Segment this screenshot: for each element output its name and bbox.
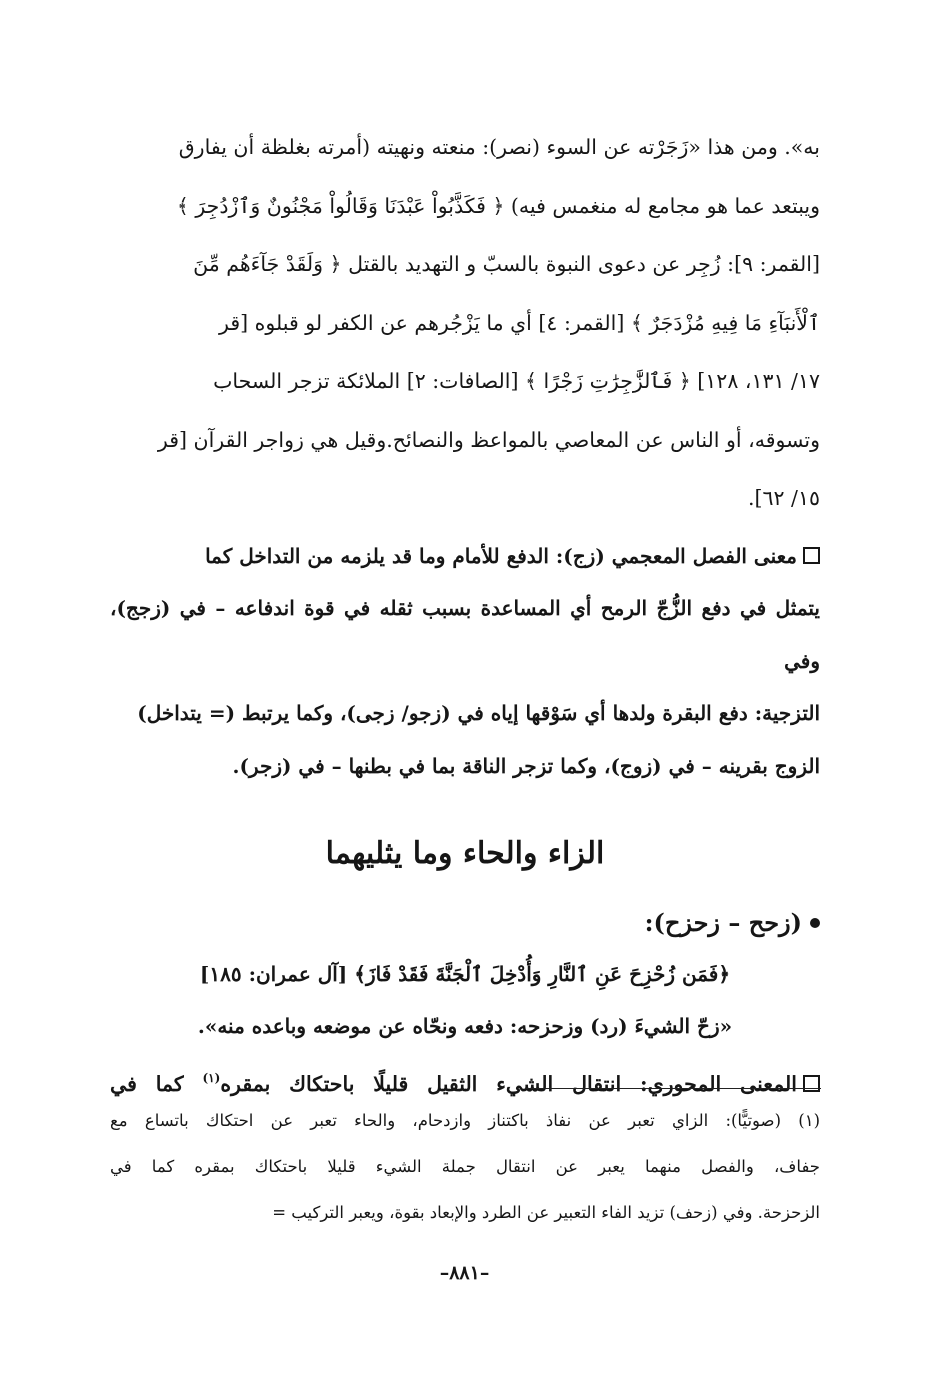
text-line: ٱلْأَنبَآءِ مَا فِيهِ مُزْدَجَرٌ ﴾ [القمر: ٤] أي ما يَزْجُرهم عن الكفر لو قبلوه [قر: [219, 310, 820, 335]
axis-meaning-text: المعنى المحوري: انتقال الشيء الثقيل قليلًا باحتكاك بمقره: [220, 1072, 797, 1096]
intro-paragraph: [110, 118, 820, 528]
text-line: [القمر: ٩]: زُجِر عن دعوى النبوة بالسبّ و التهديد بالقتل ﴿ وَلَقَدْ جَآءَهُم مِّنَ: [193, 252, 820, 276]
footnote-line: الزحزحة. وفي (زحف) تزيد الفاء التعبير عن الطرد والإبعاد بقوة، ويعبر التركيب =: [272, 1203, 820, 1222]
text-line: الزوج بقرينه – في (زوج)، وكما تزجر الناقة بما في بطنها – في (زجر).: [232, 753, 820, 778]
text-line: يتمثل في دفع الزُّجّ الرمح أي المساعدة بسبب ثقله في قوة اندفاعه – في (زجج)، وفي: [110, 596, 820, 673]
quran-verse: ﴿فَمَن زُحْزِحَ عَنِ ٱلنَّارِ وَأُدْخِلَ ٱلْجَنَّةَ فَقَدْ فَازَ﴾ [آل عمران: ١٨٥]: [199, 962, 731, 986]
square-marker-icon: [803, 547, 820, 564]
text-line: ١٧/ ١٣١، ١٢٨] ﴿ فَٱلزَّٰجِرَٰتِ زَجْرًا ﴾ [الصافات: ٢] الملائكة تزجر السحاب: [213, 369, 820, 393]
page-number: –٨٨١–: [439, 1262, 490, 1284]
entry-heading: [110, 898, 820, 948]
text-line: التزجية: دفع البقرة ولدها أي سَوْقها إياه في (زجو/ زجى)، وكما يرتبط (= يتداخل): [137, 701, 820, 725]
text-line: [110, 530, 820, 583]
text-line: ويبتعد عما هو مجامع له منغمس فيه) ﴿ فَكَذَّبُواْ عَبْدَنَا وَقَالُواْ مَجْنُونٌ وَٱزْدُجِرَ ﴾: [176, 193, 820, 218]
text-line: به». ومن هذا «زَجَرْته عن السوء (نصر): منعته ونهيته (أمرته بغلظة أن يفارق: [178, 135, 820, 159]
entry-heading-text: (زحح – زحزح):: [644, 908, 802, 937]
footnote-line: (١) (صوتيًّا): الزاي تعبر عن نفاذ باكتناز وازدحام، والحاء تعبر عن احتكاك باتساع مع: [110, 1111, 820, 1130]
text-line: وتسوقه، أو الناس عن المعاصي بالمواعظ والنصائح.وقيل هي زواجر القرآن [قر: [157, 427, 820, 452]
main-text: [110, 118, 820, 1110]
section-title: الزاء والحاء وما يثليهما: [325, 836, 605, 871]
footnotes: [110, 1098, 820, 1236]
axis-meaning-tail: كما في: [110, 1072, 203, 1096]
lexical-meaning-heading: معنى الفصل المعجمي (زج): الدفع للأمام وما قد يلزمه من التداخل كما: [205, 543, 797, 568]
bullet-icon: [810, 918, 820, 928]
lexical-meaning-paragraph: [110, 530, 820, 793]
text-line: ١٥/ ٦٢].: [747, 486, 820, 510]
footnote-divider: [525, 1088, 821, 1089]
square-marker-icon: [803, 1075, 820, 1092]
footnote-line: جفاف، والفصل منهما يعبر عن انتقال جملة الشيء قليلا باحتكاك بمقره كما في: [110, 1157, 820, 1176]
definition-quote: «زحّ الشيءَ (رد) وزحزحه: دفعه ونحّاه عن موضعه وباعده منه».: [197, 1014, 733, 1038]
footnote-marker: (١): [202, 1071, 221, 1085]
